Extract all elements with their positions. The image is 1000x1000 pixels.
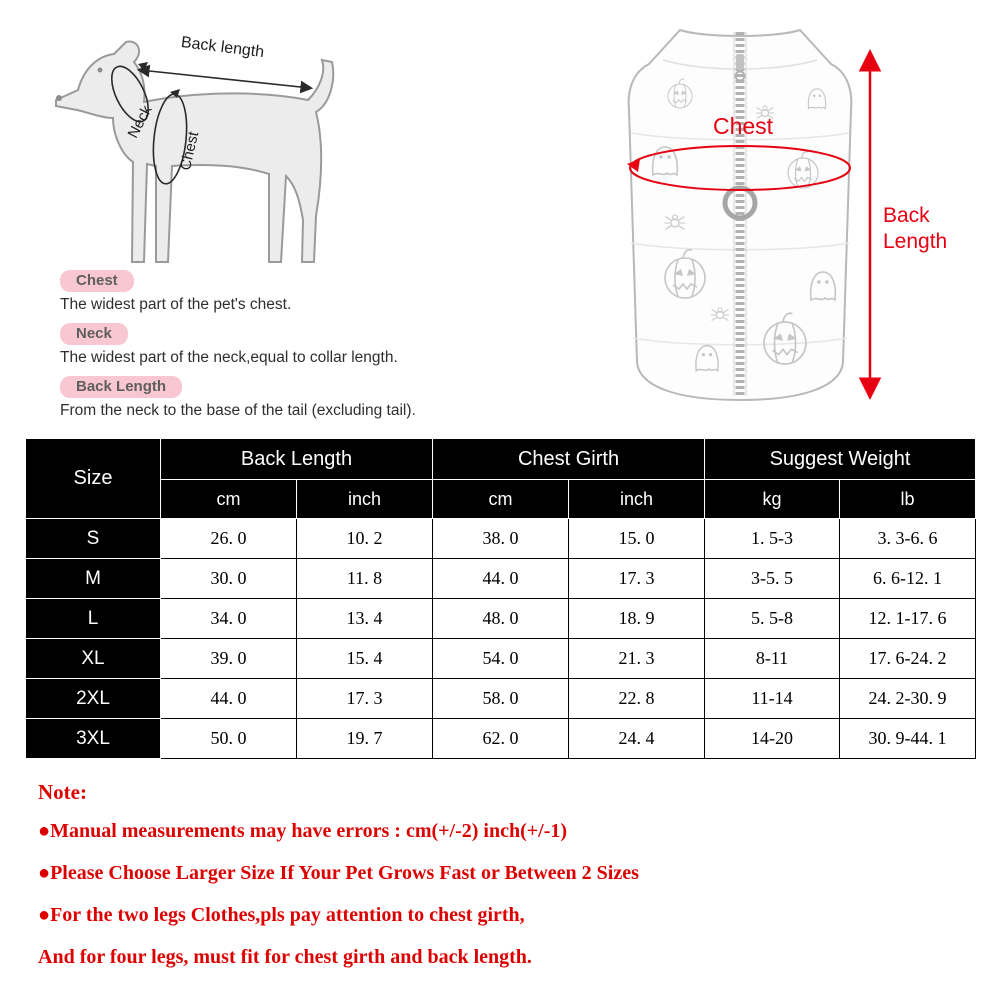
- back-length-definition-text: From the neck to the base of the tail (excluding tail).: [60, 402, 416, 419]
- zipper-pull: [736, 54, 744, 70]
- bl-inch-cell: 15. 4: [297, 639, 433, 679]
- size-cell: 3XL: [26, 719, 161, 759]
- vest-chest-label: Chest: [712, 113, 774, 139]
- neck-definition-block: [58, 323, 538, 367]
- size-cell: S: [26, 519, 161, 559]
- chest-definition-block: [58, 270, 538, 314]
- size-cell: XL: [26, 639, 161, 679]
- vest-back-length-label-line1: Back: [883, 204, 930, 227]
- cg-cm-cell: 54. 0: [433, 639, 569, 679]
- note-line: ●For the two legs Clothes,pls pay attention to chest girth,: [38, 904, 525, 926]
- notes-title: Note:: [38, 780, 87, 804]
- table-header-row-units: [26, 480, 976, 519]
- header-cg-cm: cm: [433, 480, 569, 519]
- header-cg-inch: inch: [569, 480, 705, 519]
- lb-cell: 17. 6-24. 2: [840, 639, 976, 679]
- bl-inch-cell: 13. 4: [297, 599, 433, 639]
- kg-cell: 8-11: [705, 639, 840, 679]
- back-length-annotation: [845, 30, 995, 415]
- cg-cm-cell: 44. 0: [433, 559, 569, 599]
- size-cell: L: [26, 599, 161, 639]
- back-length-term-badge: Back Length: [60, 376, 182, 398]
- neck-term-badge: Neck: [60, 323, 128, 345]
- cg-inch-cell: 21. 3: [569, 639, 705, 679]
- vest-back-length-label-line2: Length: [883, 230, 948, 253]
- cg-inch-cell: 17. 3: [569, 559, 705, 599]
- cg-inch-cell: 22. 8: [569, 679, 705, 719]
- header-chest-girth: Chest Girth: [433, 439, 705, 480]
- cg-inch-cell: 15. 0: [569, 519, 705, 559]
- cg-cm-cell: 48. 0: [433, 599, 569, 639]
- table-header-row-groups: [26, 439, 976, 480]
- size-cell: 2XL: [26, 679, 161, 719]
- cg-cm-cell: 58. 0: [433, 679, 569, 719]
- kg-cell: 5. 5-8: [705, 599, 840, 639]
- table-row: [26, 719, 976, 759]
- bl-inch-cell: 11. 8: [297, 559, 433, 599]
- measurement-definitions: [58, 270, 538, 429]
- back-length-arrow: [140, 70, 310, 88]
- dog-measurement-diagram: [20, 12, 380, 277]
- cg-cm-cell: 62. 0: [433, 719, 569, 759]
- kg-cell: 1. 5-3: [705, 519, 840, 559]
- lb-cell: 12. 1-17. 6: [840, 599, 976, 639]
- kg-cell: 14-20: [705, 719, 840, 759]
- bl-cm-cell: 44. 0: [161, 679, 297, 719]
- dog-nose: [56, 95, 62, 101]
- bl-cm-cell: 39. 0: [161, 639, 297, 679]
- header-suggest-weight: Suggest Weight: [705, 439, 976, 480]
- bl-inch-cell: 19. 7: [297, 719, 433, 759]
- table-row: [26, 599, 976, 639]
- kg-cell: 3-5. 5: [705, 559, 840, 599]
- header-size: Size: [26, 439, 161, 519]
- bl-cm-cell: 34. 0: [161, 599, 297, 639]
- bl-cm-cell: 50. 0: [161, 719, 297, 759]
- lb-cell: 30. 9-44. 1: [840, 719, 976, 759]
- header-back-length: Back Length: [161, 439, 433, 480]
- back-length-definition-block: [58, 376, 538, 420]
- table-row: [26, 519, 976, 559]
- lb-cell: 3. 3-6. 6: [840, 519, 976, 559]
- bl-inch-cell: 17. 3: [297, 679, 433, 719]
- lb-cell: 6. 6-12. 1: [840, 559, 976, 599]
- bl-inch-cell: 10. 2: [297, 519, 433, 559]
- header-lb: lb: [840, 480, 976, 519]
- bl-cm-cell: 30. 0: [161, 559, 297, 599]
- neck-definition-text: The widest part of the neck,equal to collar length.: [60, 349, 398, 366]
- chest-term-badge: Chest: [60, 270, 134, 292]
- note-line: ●Please Choose Larger Size If Your Pet Grows Fast or Between 2 Sizes: [38, 862, 639, 884]
- dog-eye: [98, 68, 103, 73]
- back-length-diagram-label: Back length: [180, 34, 266, 62]
- note-line: ●Manual measurements may have errors : cm(+/-2) inch(+/-1): [38, 820, 568, 842]
- notes-section: [38, 780, 968, 988]
- cg-cm-cell: 38. 0: [433, 519, 569, 559]
- size-cell: M: [26, 559, 161, 599]
- header-kg: kg: [705, 480, 840, 519]
- table-row: [26, 559, 976, 599]
- table-row: [26, 679, 976, 719]
- neck-diagram-label: Neck: [124, 102, 156, 141]
- bl-cm-cell: 26. 0: [161, 519, 297, 559]
- kg-cell: 11-14: [705, 679, 840, 719]
- chest-definition-text: The widest part of the pet's chest.: [60, 296, 292, 313]
- header-bl-cm: cm: [161, 480, 297, 519]
- cg-inch-cell: 24. 4: [569, 719, 705, 759]
- cg-inch-cell: 18. 9: [569, 599, 705, 639]
- table-row: [26, 639, 976, 679]
- size-table: [25, 438, 976, 759]
- header-bl-inch: inch: [297, 480, 433, 519]
- chest-diagram-label: Chest: [176, 129, 203, 172]
- lb-cell: 24. 2-30. 9: [840, 679, 976, 719]
- note-line: And for four legs, must fit for chest girth and back length.: [38, 946, 532, 968]
